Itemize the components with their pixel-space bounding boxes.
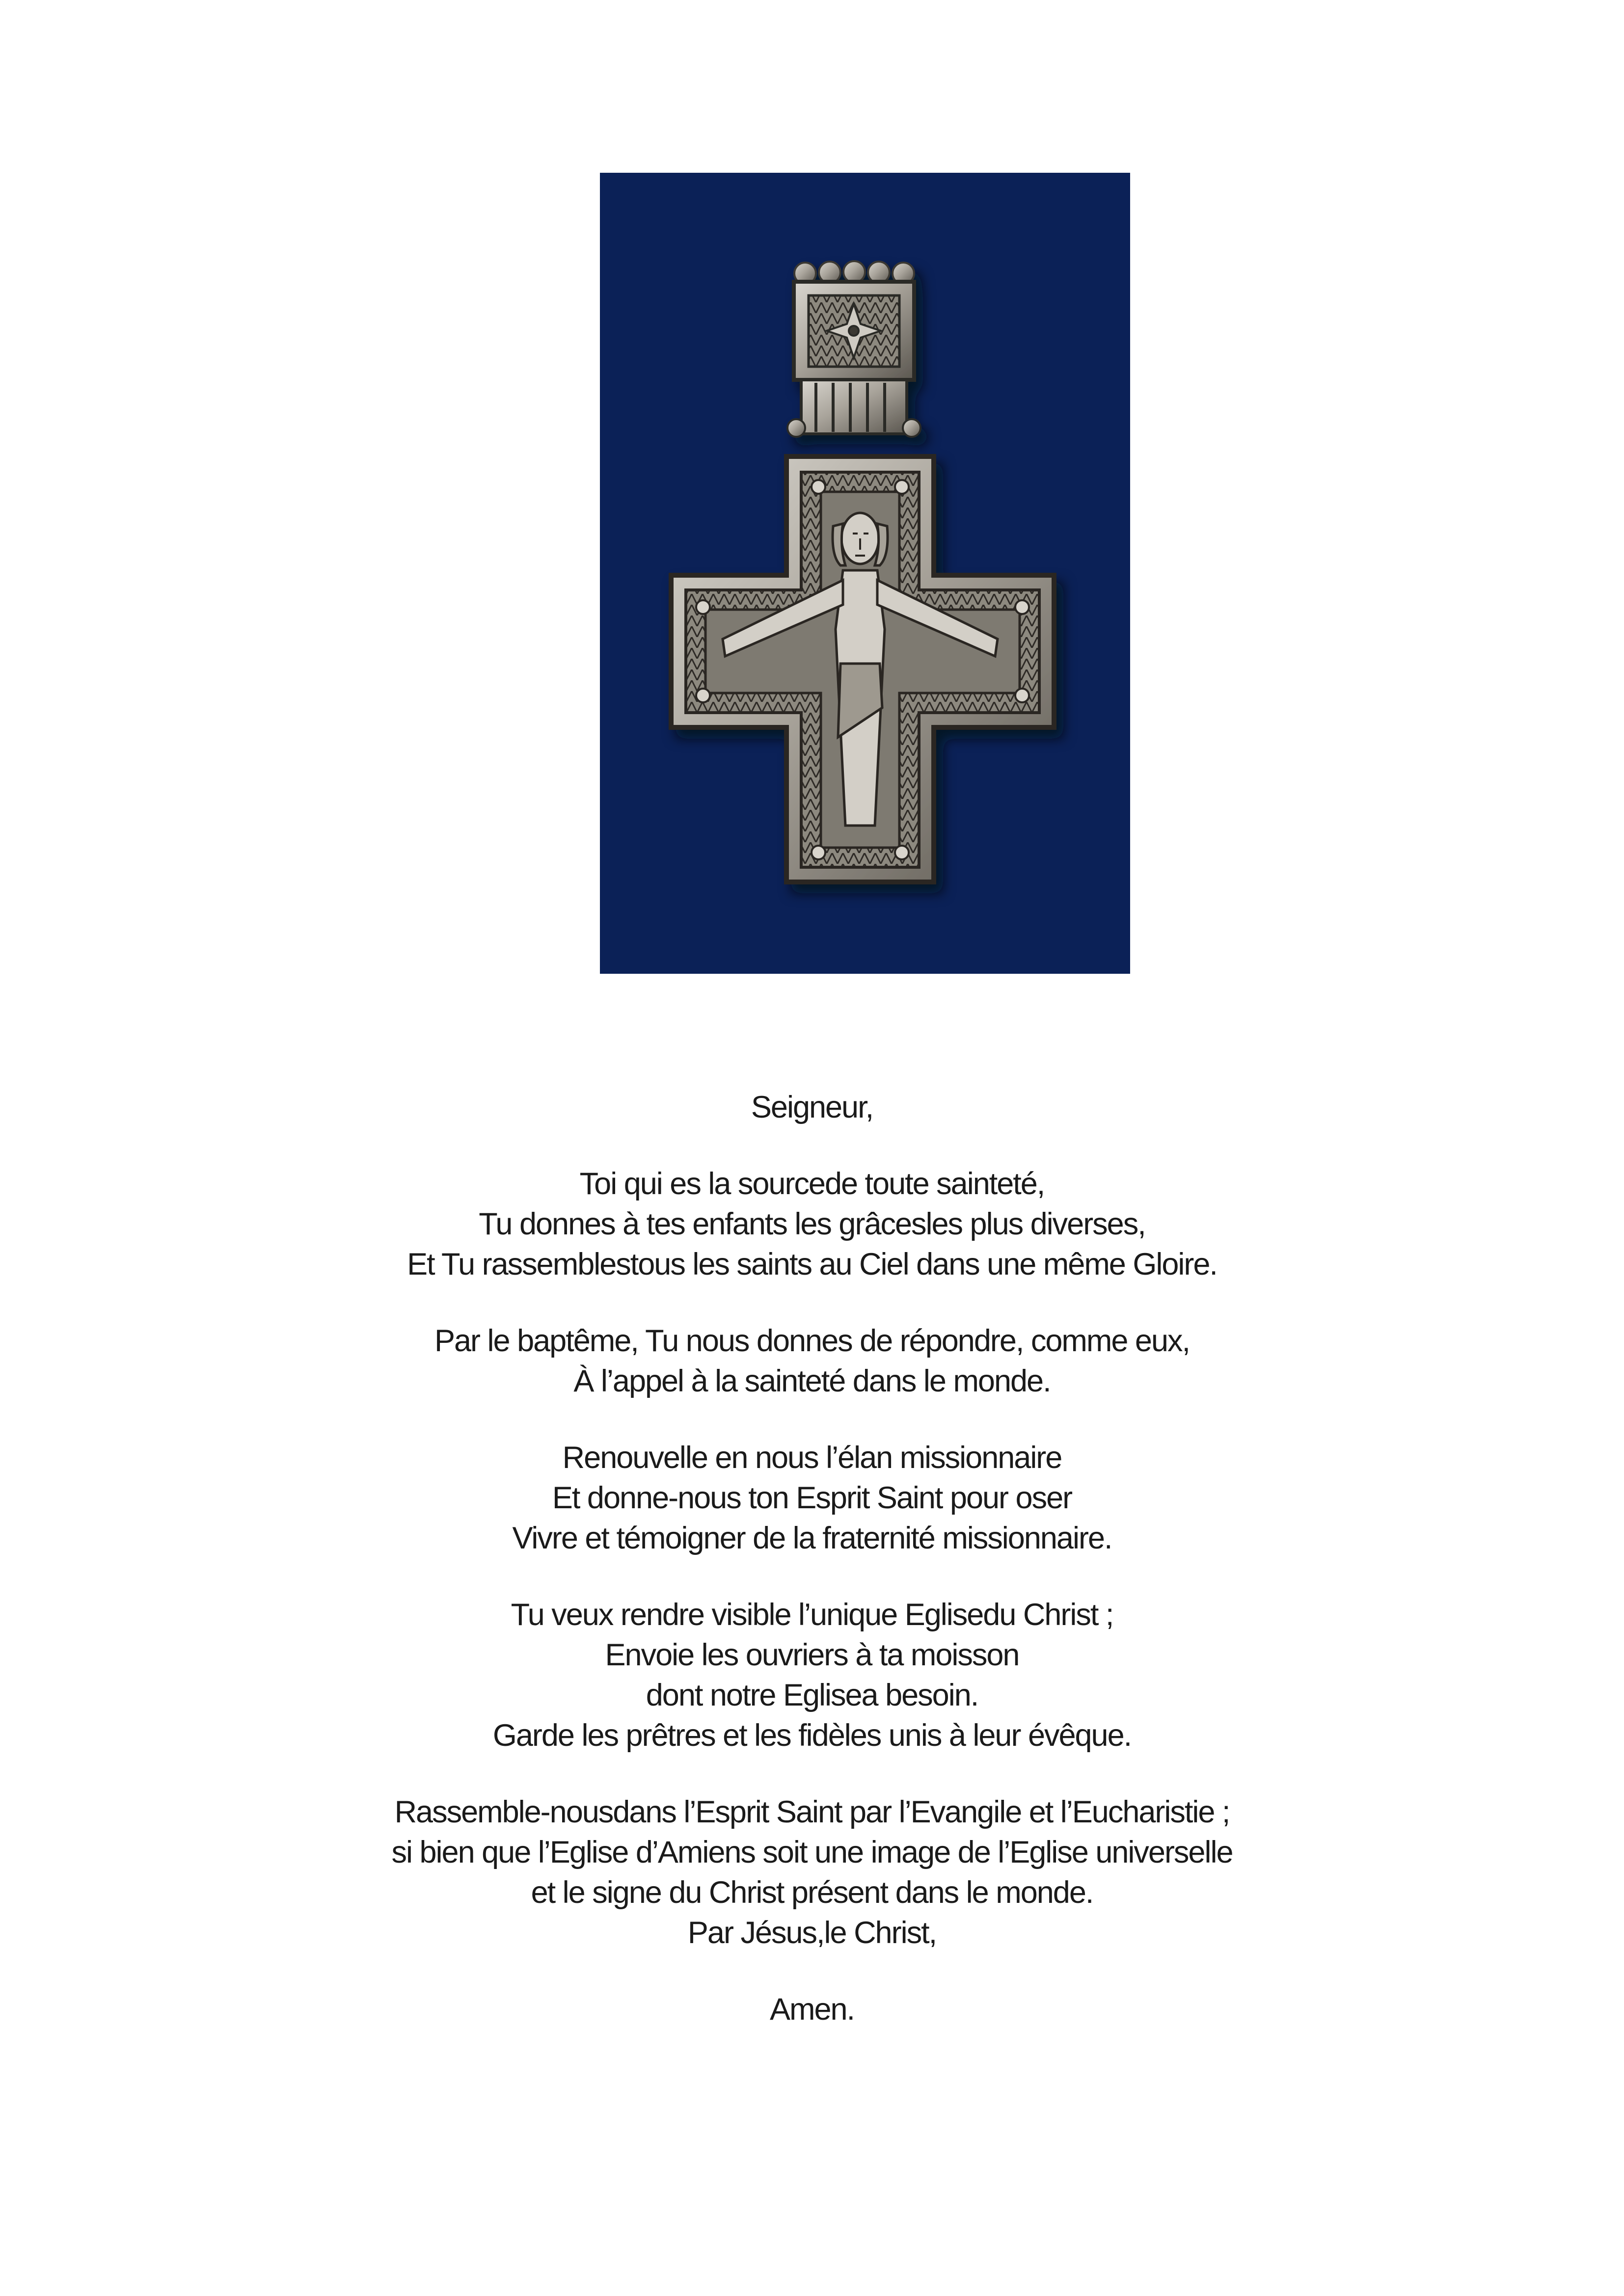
prayer-line: Tu veux rendre visible l’unique Eglisedu Christ ; [511,1598,1113,1632]
stanza-1 [0,1164,1624,1284]
prayer-line: Rassemble-nousdans l’Esprit Saint par l’Evangile et l’Eucharistie ; [394,1795,1230,1829]
prayer-line: si bien que l’Eglise d’Amiens soit une image de l’Eglise universelle [391,1835,1233,1869]
prayer-line: Seigneur, [751,1090,873,1124]
stanza-invocation [0,1087,1624,1127]
prayer-line: Toi qui es la sourcede toute sainteté, [579,1167,1045,1201]
prayer-line: dont notre Eglisea besoin. [646,1678,978,1712]
prayer-line: Par Jésus,le Christ, [687,1916,937,1950]
prayer-line: Amen. [769,1992,855,2027]
stanza-3 [0,1438,1624,1558]
stanza-5 [0,1792,1624,1953]
prayer-text [0,1087,1624,2066]
prayer-line: Garde les prêtres et les fidèles unis à leur évêque. [492,1718,1132,1753]
prayer-line: Envoie les ouvriers à ta moisson [605,1638,1019,1672]
stanza-amen [0,1989,1624,2029]
prayer-line: Vivre et témoigner de la fraternité missionnaire. [512,1521,1112,1555]
prayer-line: Renouvelle en nous l’élan missionnaire [562,1441,1062,1475]
prayer-line: Et Tu rassemblestous les saints au Ciel dans une même Gloire. [407,1247,1217,1281]
stanza-4 [0,1595,1624,1756]
prayer-line: À l’appel à la sainteté dans le monde. [573,1364,1051,1398]
prayer-line: Tu donnes à tes enfants les grâcesles plus diverses, [479,1207,1145,1241]
prayer-line: et le signe du Christ présent dans le monde. [531,1875,1093,1910]
prayer-line: Par le baptême, Tu nous donnes de répondre, comme eux, [434,1324,1190,1358]
cross-pendant-photo [600,173,1130,974]
cross-pendant-icon [600,173,1130,974]
stanza-2 [0,1321,1624,1401]
prayer-line: Et donne-nous ton Esprit Saint pour oser [552,1481,1072,1515]
